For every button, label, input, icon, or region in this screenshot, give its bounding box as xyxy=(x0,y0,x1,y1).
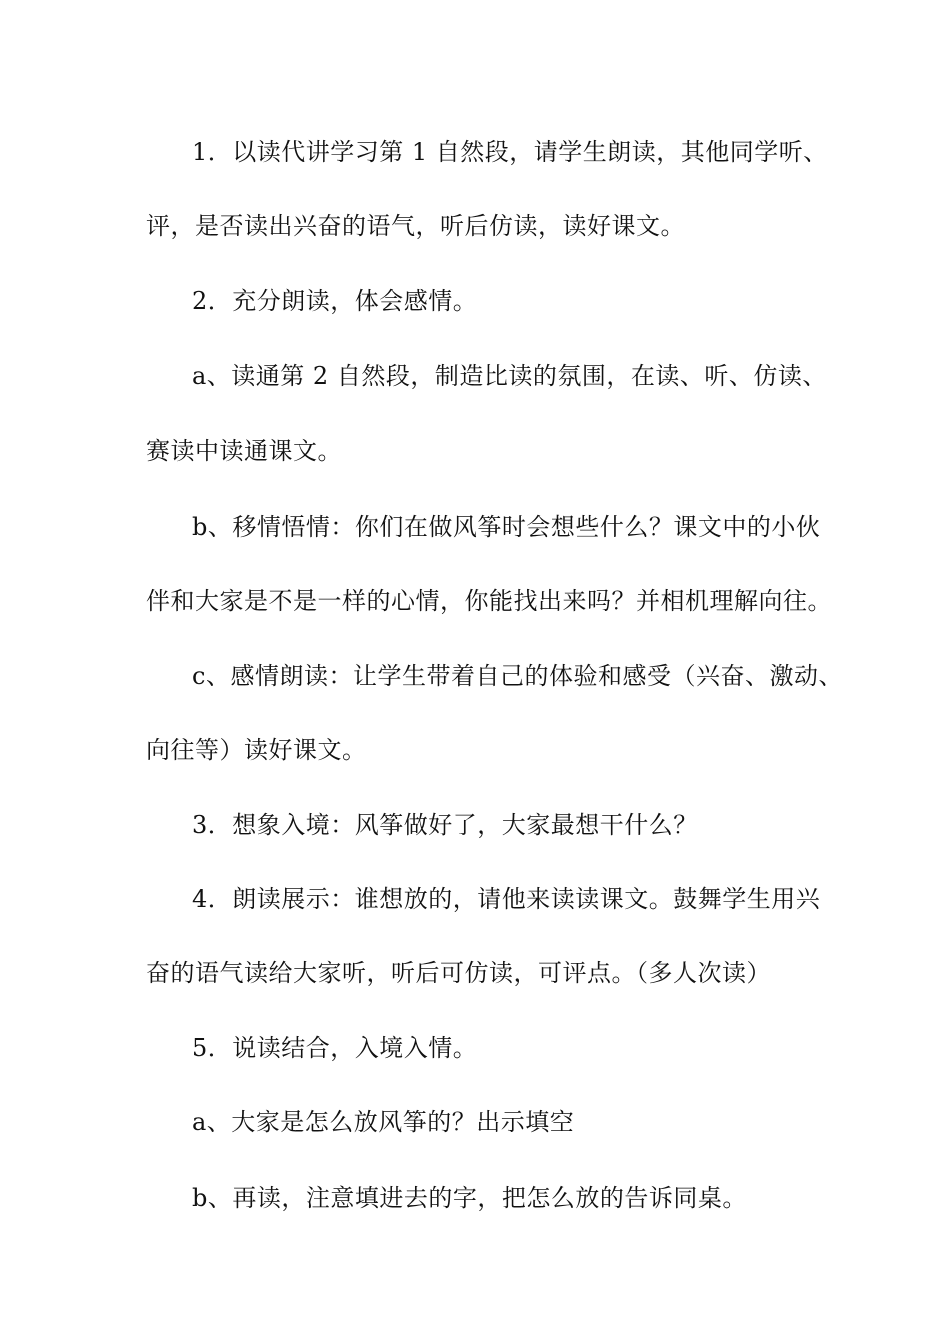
paragraph-2c-line-2: 向往等）读好课文。 xyxy=(146,736,367,764)
paragraph-2a-line-1: a、读通第 2 自然段，制造比读的氛围，在读、听、仿读、 xyxy=(192,362,827,390)
paragraph-4-line-2: 奋的语气读给大家听，听后可仿读，可评点。（多人次读） xyxy=(146,959,771,987)
paragraph-4-line-1: 4．朗读展示：谁想放的，请他来读读课文。鼓舞学生用兴 xyxy=(192,885,821,913)
paragraph-2a-line-2: 赛读中读通课文。 xyxy=(146,437,342,465)
paragraph-2b-line-2: 伴和大家是不是一样的心情，你能找出来吗？并相机理解向往。 xyxy=(146,587,832,615)
paragraph-2c-line-1: c、感情朗读：让学生带着自己的体验和感受（兴奋、激动、 xyxy=(192,662,843,690)
paragraph-2b-line-1: b、移情悟情：你们在做风筝时会想些什么？课文中的小伙 xyxy=(192,513,821,541)
paragraph-5a: a、大家是怎么放风筝的？出示填空 xyxy=(192,1108,575,1136)
paragraph-2: 2．充分朗读，体会感情。 xyxy=(192,287,478,315)
paragraph-1-line-1: 1．以读代讲学习第 1 自然段，请学生朗读，其他同学听、 xyxy=(192,138,828,166)
paragraph-5b: b、再读，注意填进去的字，把怎么放的告诉同桌。 xyxy=(192,1184,747,1212)
paragraph-1-line-2: 评，是否读出兴奋的语气，听后仿读，读好课文。 xyxy=(146,212,685,240)
paragraph-3: 3．想象入境：风筝做好了，大家最想干什么？ xyxy=(192,811,698,839)
paragraph-5: 5．说读结合，入境入情。 xyxy=(192,1034,478,1062)
